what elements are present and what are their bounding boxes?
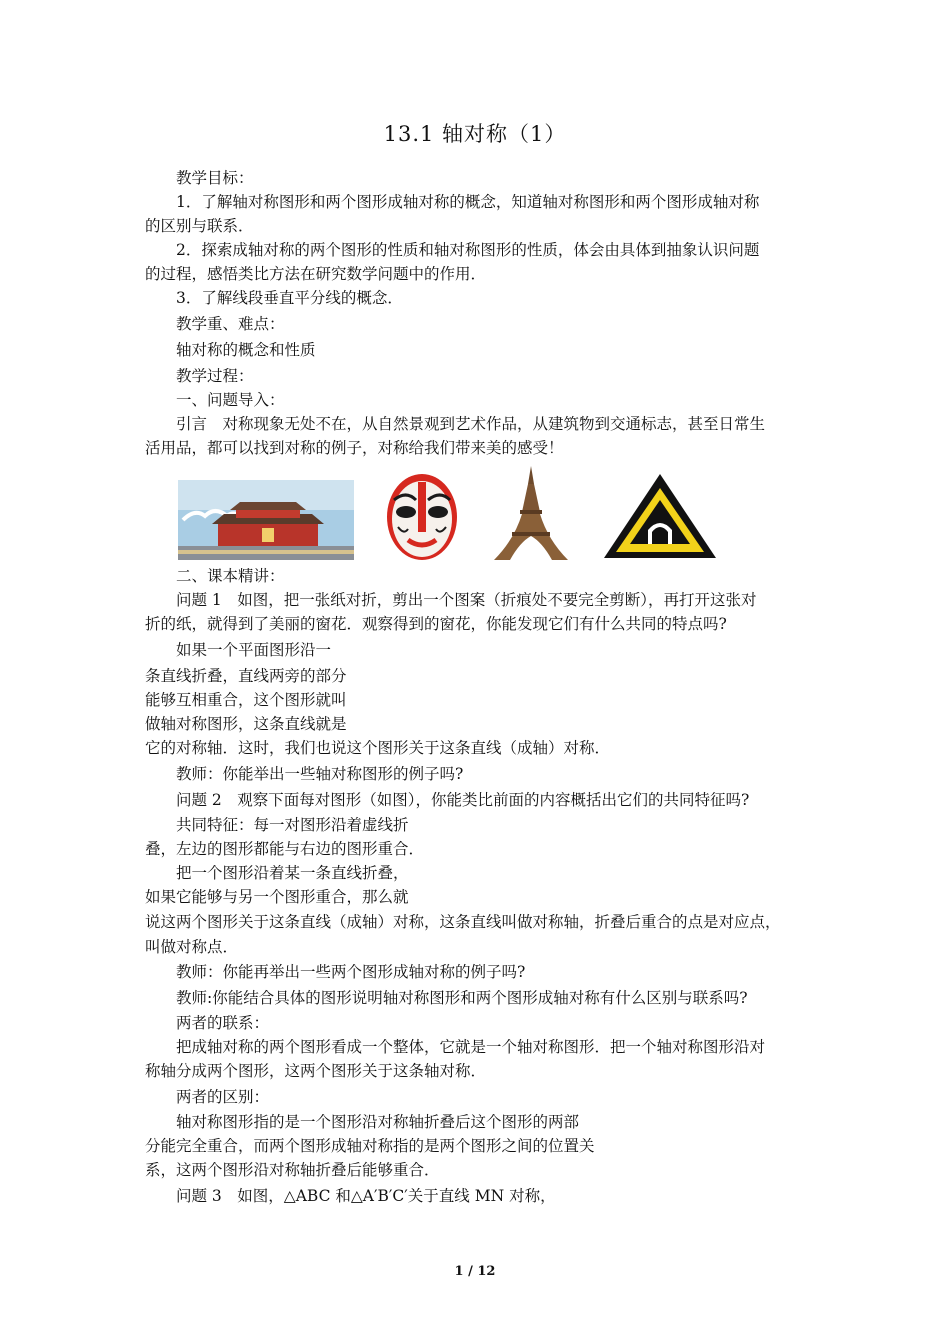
text-line: 问题 2 观察下面每对图形（如图），你能类比前面的内容概括出它们的共同特征吗? [176, 791, 750, 809]
page-title: 13.1 轴对称（1） [383, 122, 567, 146]
page-number: 1 / 12 [454, 1264, 496, 1279]
tunnel-sign-image [602, 472, 718, 560]
text-line: 教学过程： [176, 367, 254, 385]
text-line: 二、课本精讲： [176, 567, 285, 585]
text-line: 称轴分成两个图形，这两个图形关于这条轴对称． [145, 1062, 487, 1080]
text-line: 共同特征：每一对图形沿着虚线折 [176, 816, 409, 834]
text-line: 做轴对称图形，这条直线就是 [145, 715, 347, 733]
text-line: 分能完全重合，而两个图形成轴对称指的是两个图形之间的位置关 [145, 1137, 595, 1155]
text-line: 教学重、难点： [176, 315, 285, 333]
text-line: 3．了解线段垂直平分线的概念． [176, 289, 403, 307]
text-line: 两者的区别： [176, 1088, 270, 1106]
text-line: 1．了解轴对称图形和两个图形成轴对称的概念，知道轴对称图形和两个图形成轴对称 [176, 193, 760, 211]
text-line: 轴对称图形指的是一个图形沿对称轴折叠后这个图形的两部 [176, 1113, 580, 1131]
text-line: 轴对称的概念和性质 [176, 341, 316, 359]
text-line: 教学目标： [176, 169, 254, 187]
text-line: 如果一个平面图形沿一 [176, 641, 332, 659]
text-line: 的区别与联系． [145, 217, 254, 235]
text-line: 2．探索成轴对称的两个图形的性质和轴对称图形的性质，体会由具体到抽象认识问题 [176, 241, 760, 259]
text-line: 引言 对称现象无处不在，从自然景观到艺术作品，从建筑物到交通标志，甚至日常生 [176, 415, 766, 433]
text-line: 一、问题导入： [176, 391, 285, 409]
text-line: 能够互相重合，这个图形就叫 [145, 691, 347, 709]
text-line: 叫做对称点． [145, 938, 239, 956]
text-line: 系，这两个图形沿对称轴折叠后能够重合． [145, 1161, 440, 1179]
text-line: 条直线折叠，直线两旁的部分 [145, 667, 347, 685]
text-line: 叠，左边的图形都能与右边的图形重合． [145, 840, 425, 858]
text-line: 把一个图形沿着某一条直线折叠， [176, 864, 409, 882]
opera-mask-image [384, 472, 460, 562]
text-line: 问题 3 如图，△ABC 和△A′B′C′关于直线 MN 对称， [176, 1187, 556, 1205]
text-line: 教师：你能举出一些轴对称图形的例子吗? [176, 765, 464, 783]
eiffel-tower-image [490, 466, 572, 562]
text-line: 把成轴对称的两个图形看成一个整体，它就是一个轴对称图形．把一个轴对称图形沿对 [176, 1038, 766, 1056]
illustration-row [178, 466, 738, 562]
text-line: 它的对称轴．这时，我们也说这个图形关于这条直线（成轴）对称． [145, 739, 611, 757]
text-line: 活用品，都可以找到对称的例子，对称给我们带来美的感受！ [145, 439, 564, 457]
text-line: 教师:你能结合具体的图形说明轴对称图形和两个图形成轴对称有什么区别与联系吗? [176, 989, 748, 1007]
text-line: 如果它能够与另一个图形重合，那么就 [145, 888, 409, 906]
text-line: 的过程，感悟类比方法在研究数学问题中的作用． [145, 265, 487, 283]
tiananmen-image [178, 480, 354, 560]
text-line: 说这两个图形关于这条直线（成轴）对称，这条直线叫做对称轴，折叠后重合的点是对应点， [145, 913, 781, 931]
text-line: 折的纸，就得到了美丽的窗花．观察得到的窗花，你能发现它们有什么共同的特点吗? [145, 615, 727, 633]
text-line: 问题 1 如图，把一张纸对折，剪出一个图案（折痕处不要完全剪断），再打开这张对 [176, 591, 757, 609]
text-line: 教师：你能再举出一些两个图形成轴对称的例子吗? [176, 963, 526, 981]
text-line: 两者的联系： [176, 1014, 270, 1032]
